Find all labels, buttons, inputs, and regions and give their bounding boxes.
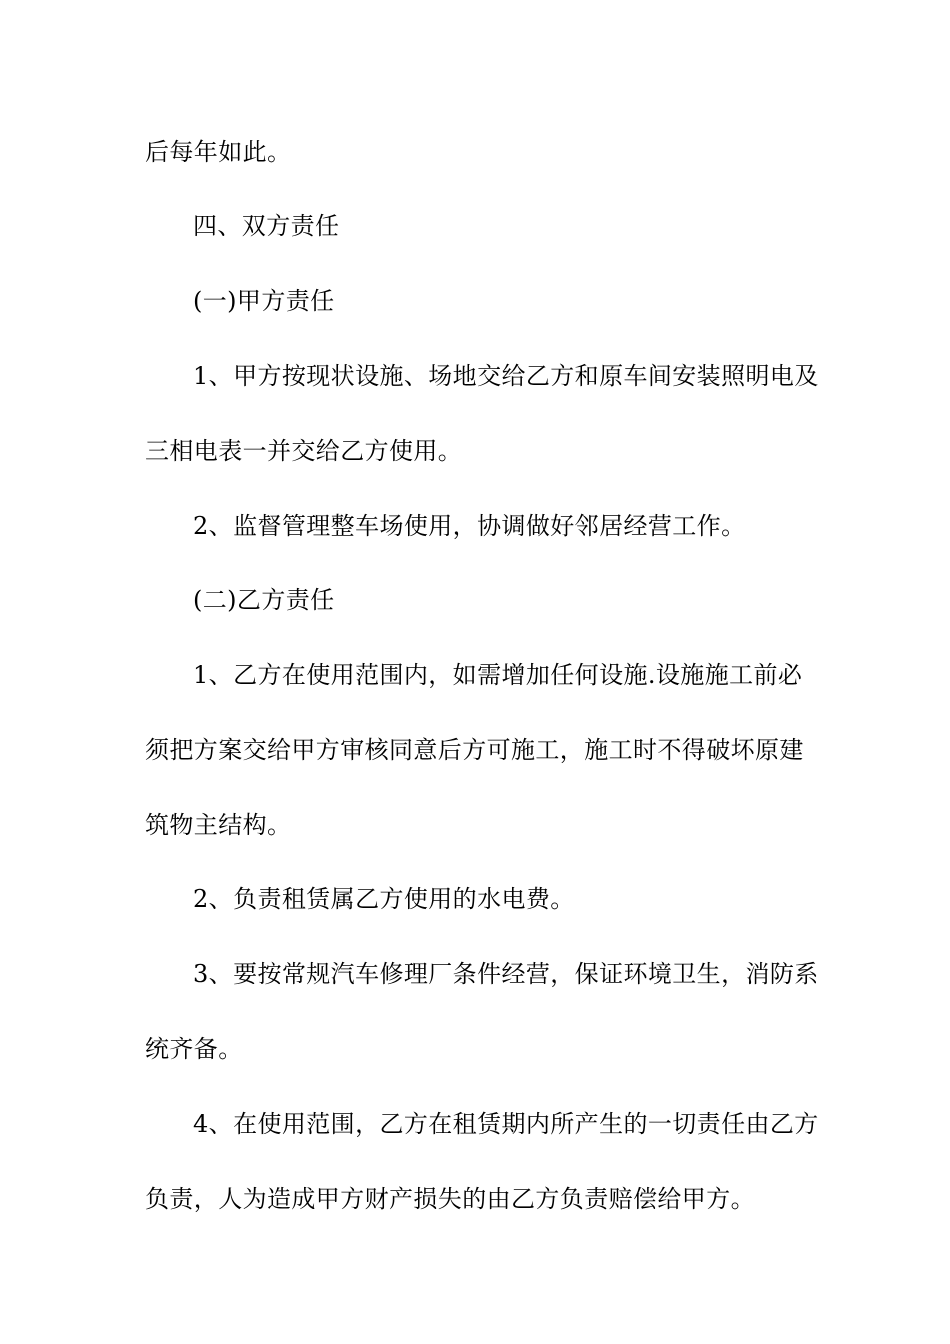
paragraph-line: 2、监督管理整车场使用，协调做好邻居经营工作。	[193, 512, 746, 540]
paragraph-line: 统齐备。	[145, 1035, 243, 1063]
paragraph-line: 三相电表一并交给乙方使用。	[145, 437, 463, 465]
subsection-heading: (二)乙方责任	[193, 586, 335, 614]
section-heading: 四、双方责任	[193, 212, 340, 240]
paragraph-line: 负责，人为造成甲方财产损失的由乙方负责赔偿给甲方。	[145, 1185, 755, 1213]
paragraph-line: 1、甲方按现状设施、场地交给乙方和原车间安装照明电及	[193, 362, 819, 390]
paragraph-line: 2、负责租赁属乙方使用的水电费。	[193, 885, 575, 913]
paragraph-line: 4、在使用范围，乙方在租赁期内所产生的一切责任由乙方	[193, 1110, 819, 1138]
paragraph-line: 筑物主结构。	[145, 811, 292, 839]
paragraph-line: 1、乙方在使用范围内，如需增加任何设施.设施施工前必	[193, 661, 803, 689]
paragraph-line: 后每年如此。	[145, 138, 292, 166]
paragraph-line: 3、要按常规汽车修理厂条件经营，保证环境卫生，消防系	[193, 960, 819, 988]
subsection-heading: (一)甲方责任	[193, 287, 335, 315]
paragraph-line: 须把方案交给甲方审核同意后方可施工，施工时不得破坏原建	[145, 736, 804, 764]
